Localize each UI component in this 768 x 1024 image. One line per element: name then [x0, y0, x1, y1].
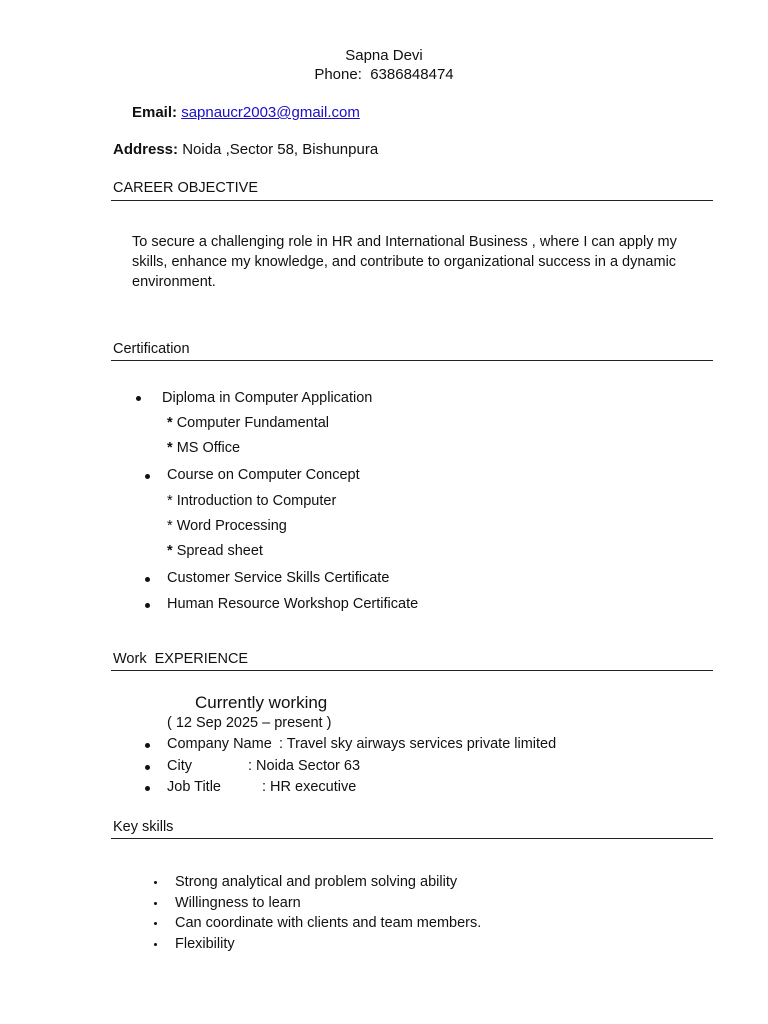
- work-experience-heading: Work EXPERIENCE: [113, 651, 249, 667]
- skill-item: Strong analytical and problem solving ability: [175, 874, 458, 890]
- bullet-icon: [145, 474, 150, 479]
- career-objective-heading: CAREER OBJECTIVE: [113, 180, 259, 196]
- section-divider: [111, 200, 713, 201]
- asterisk-icon: *: [167, 493, 173, 509]
- bullet-icon: [154, 881, 157, 884]
- asterisk-icon: *: [167, 440, 173, 456]
- bullet-icon: [154, 943, 157, 946]
- work-row-value: : HR executive: [262, 779, 357, 795]
- work-row-label: Job Title: [167, 779, 221, 795]
- work-row-value: : Travel sky airways services private limited: [279, 736, 557, 752]
- email-line: [132, 104, 360, 121]
- work-status: Currently working: [195, 693, 328, 712]
- key-skills-heading: Key skills: [113, 819, 174, 835]
- cert-sub-item: * Spread sheet: [167, 543, 263, 559]
- asterisk-icon: *: [167, 543, 173, 559]
- cert-sub-item: * Word Processing: [167, 518, 287, 534]
- bullet-icon: [145, 786, 150, 791]
- bullet-icon: [145, 743, 150, 748]
- cert-sub-item: * MS Office: [167, 440, 241, 456]
- skill-item: Willingness to learn: [175, 895, 301, 911]
- bullet-icon: [136, 396, 141, 401]
- address-value: Noida ,Sector 58, Bishunpura: [182, 141, 379, 158]
- skill-item: Can coordinate with clients and team members.: [175, 915, 482, 931]
- bullet-icon: [145, 603, 150, 608]
- skill-item: Flexibility: [175, 936, 235, 952]
- address-label: Address:: [113, 141, 179, 158]
- asterisk-icon: *: [167, 415, 173, 431]
- bullet-icon: [154, 922, 157, 925]
- work-row-label: City: [167, 758, 192, 774]
- cert-sub-item: * Introduction to Computer: [167, 493, 337, 509]
- email-label: Email:: [132, 104, 178, 121]
- career-objective-text: To secure a challenging role in HR and International Business , where I can apply my skills, enhance my knowledge, and contribute to organizational success in a dynamic environment.: [132, 234, 677, 290]
- cert-item-title: Customer Service Skills Certificate: [167, 570, 390, 586]
- section-divider: [111, 838, 713, 839]
- work-row-value: : Noida Sector 63: [248, 758, 361, 774]
- bullet-icon: [145, 765, 150, 770]
- bullet-icon: [154, 902, 157, 905]
- cert-sub-item: * Computer Fundamental: [167, 415, 330, 431]
- phone-number: 6386848474: [370, 66, 454, 83]
- certification-heading: Certification: [113, 341, 190, 357]
- work-period: ( 12 Sep 2025 – present ): [167, 715, 332, 731]
- section-divider: [111, 670, 713, 671]
- work-row-label: Company Name: [167, 736, 272, 752]
- cert-item-title: Diploma in Computer Application: [162, 390, 373, 406]
- candidate-name: Sapna Devi: [345, 47, 423, 64]
- cert-item-title: Course on Computer Concept: [167, 467, 360, 483]
- bullet-icon: [145, 577, 150, 582]
- cert-item-title: Human Resource Workshop Certificate: [167, 596, 419, 612]
- phone-label: Phone:: [314, 66, 362, 83]
- address-line: [113, 141, 378, 158]
- asterisk-icon: *: [167, 518, 173, 534]
- phone-line: [0, 66, 768, 83]
- section-divider: [111, 360, 713, 361]
- email-link[interactable]: sapnaucr2003@gmail.com: [181, 104, 360, 121]
